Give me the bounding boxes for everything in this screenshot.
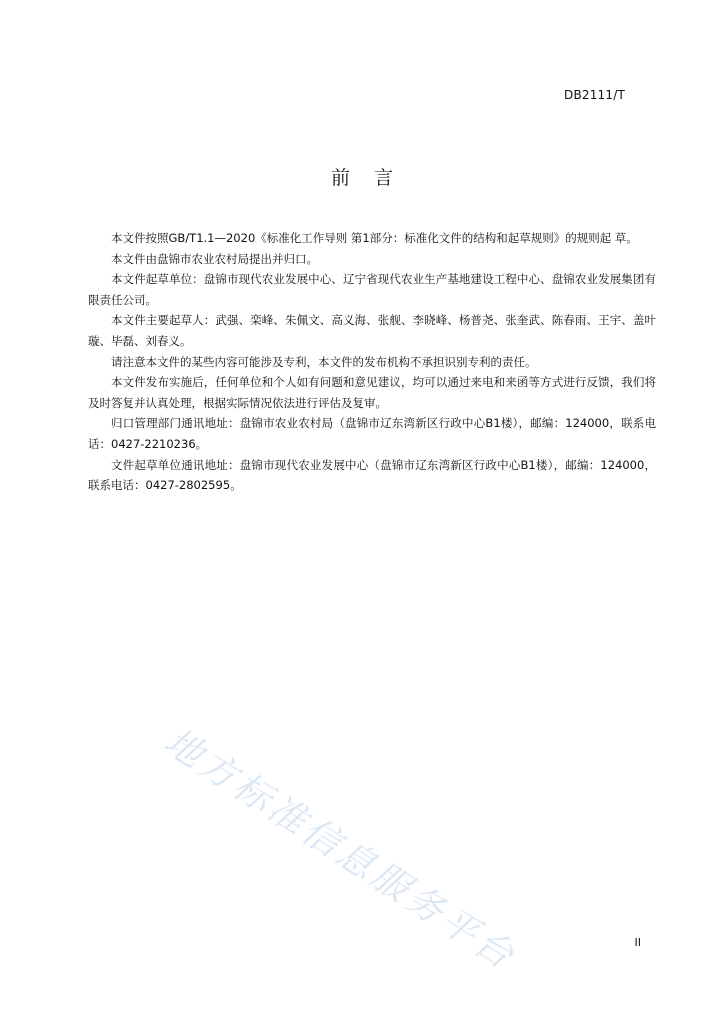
page-number: II (634, 936, 641, 949)
watermark: 地方标准信息服务平台 (156, 719, 524, 979)
paragraph-drafters: 本文件主要起草人：武强、栾峰、朱佩文、高义海、张舰、李晓峰、杨普尧、张奎武、陈春雨、王宇、盖叶璇、毕磊、刘春义。 (88, 313, 656, 348)
foreword-body (88, 228, 656, 496)
document-code: DB2111/T (564, 88, 625, 102)
paragraph-feedback: 本文件发布实施后，任何单位和个人如有问题和意见建议，均可以通过来电和来函等方式进行反馈，我们将及时答复并认真处理，根据实际情况依法进行评估及复审。 (88, 375, 656, 410)
page-title: 前言 (330, 167, 417, 189)
paragraph-drafting-rules: 本文件按照GB/T1.1—2020《标准化工作导则 第1部分：标准化文件的结构和起草规则》的规则起 草。 (111, 231, 638, 245)
paragraph-proposer: 本文件由盘锦市农业农村局提出并归口。 (111, 251, 318, 266)
paragraph-management-address: 归口管理部门通讯地址：盘锦市农业农村局（盘锦市辽东湾新区行政中心B1楼），邮编：124000，联系电话：0427-2210236。 (88, 416, 656, 451)
paragraph-patent-notice: 请注意本文件的某些内容可能涉及专利，本文件的发布机构不承担识别专利的责任。 (111, 354, 537, 369)
paragraph-drafting-units: 本文件起草单位：盘锦市现代农业发展中心、辽宁省现代农业生产基地建设工程中心、盘锦农业发展集团有限责任公司。 (88, 272, 656, 307)
paragraph-drafting-unit-address: 文件起草单位通讯地址：盘锦市现代农业发展中心（盘锦市辽东湾新区行政中心B1楼），邮编：124000，联系电话：0427-2802595。 (88, 457, 656, 493)
